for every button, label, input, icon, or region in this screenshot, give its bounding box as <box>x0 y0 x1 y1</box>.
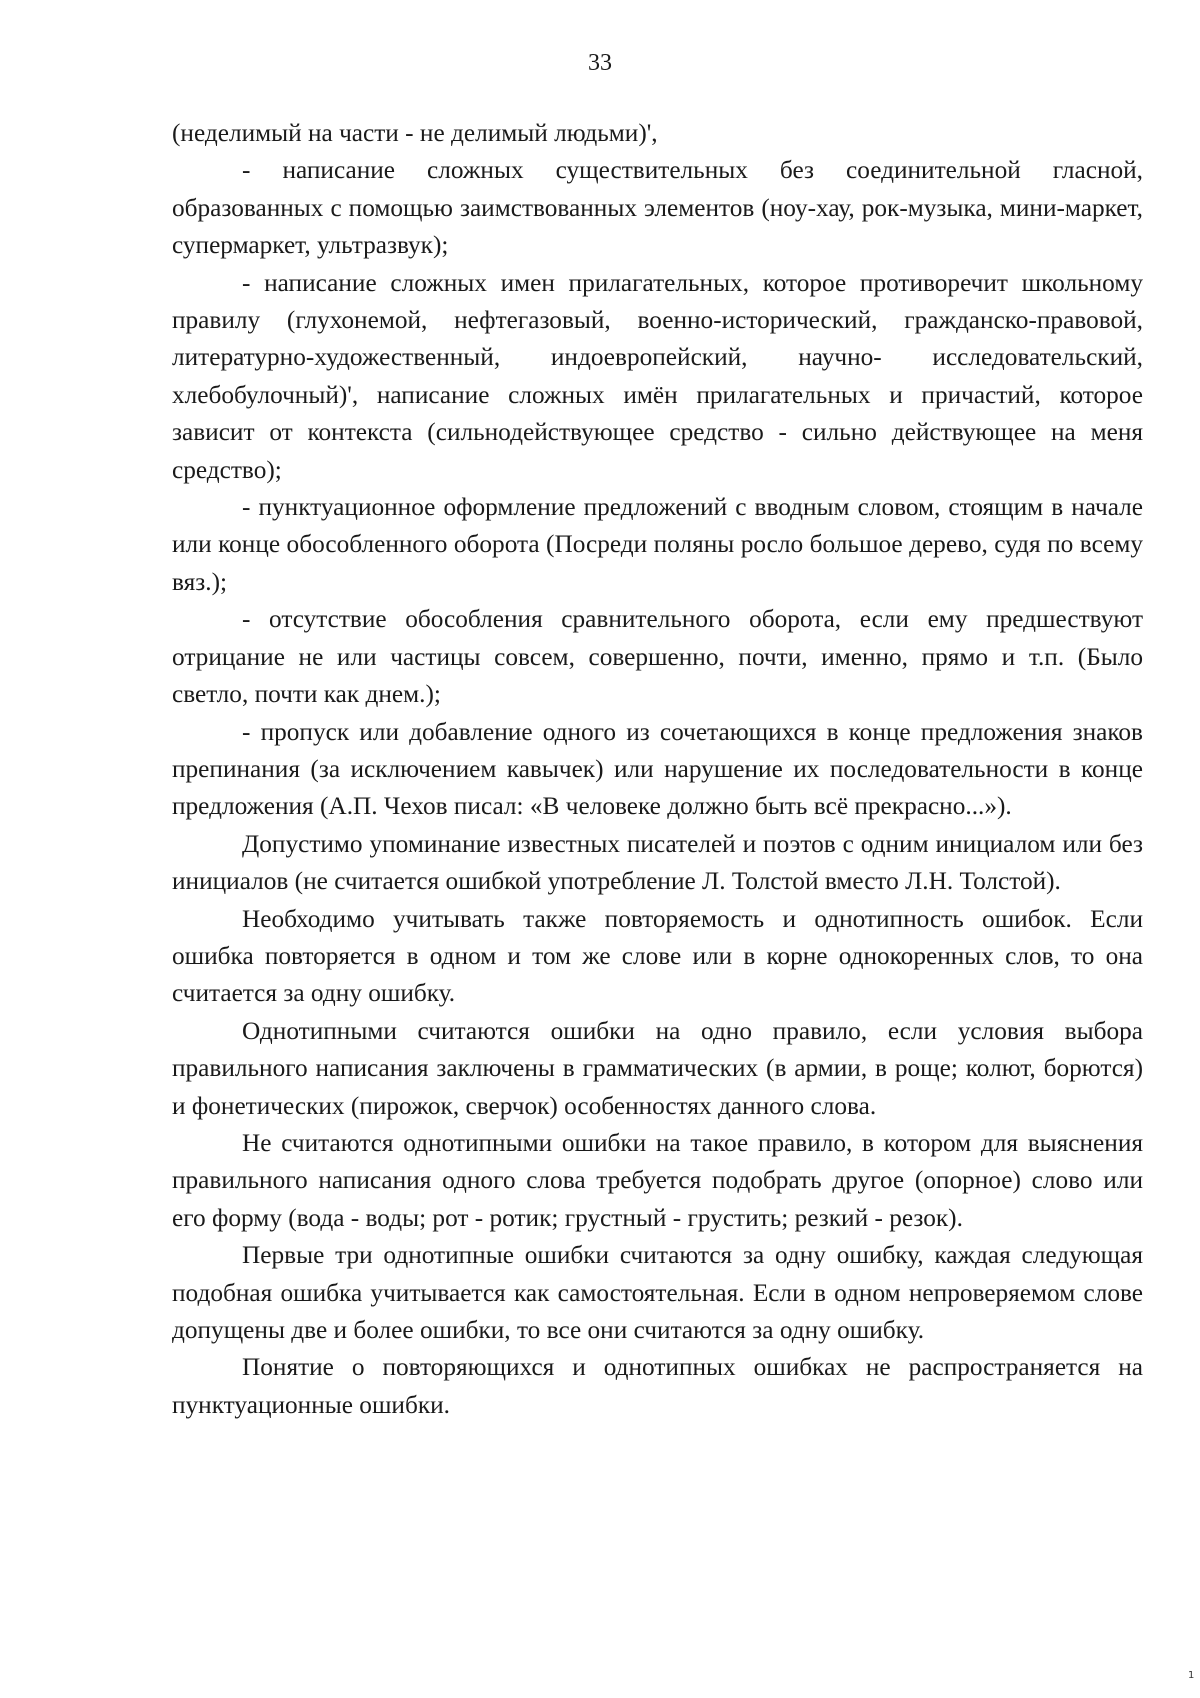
paragraph-not-same-type: Не считаются однотипными ошибки на такое правило, в котором для выяснения правильного написания одного слова требуется подобрать другое (опорное) слово или его форму (вода - воды; рот - ротик; грустный - грустить; резкий - резок). <box>172 1128 1143 1232</box>
page-number: 33 <box>588 50 612 76</box>
paragraph-continuation: (неделимый на части - не делимый людьми)', <box>172 119 658 147</box>
list-item-comparative-clause: - отсутствие обособления сравнительного оборота, если ему предшествуют отрицание не или частицы совсем, совершенно, почти, именно, прямо и т.п. (Было светло, почти как днем.); <box>172 605 1143 709</box>
list-item-introductory-word: - пунктуационное оформление предложений с вводным словом, стоящим в начале или конце обособленного оборота (Посреди поляны росло большое дерево, судя по всему вяз.); <box>172 493 1143 596</box>
paragraph-punctuation-exception: Понятие о повторяющихся и однотипных ошибках не распространяется на пунктуационные ошибки. <box>172 1353 1143 1419</box>
edge-mark: 1 <box>1188 1670 1195 1681</box>
list-item-compound-nouns: - написание сложных существительных без соединительной гласной, образованных с помощью заимствованных элементов (ноу-хау, рок-музыка, мини-маркет, супермаркет, ультразвук); <box>172 156 1143 260</box>
paragraph-first-three-errors: Первые три однотипные ошибки считаются за одну ошибку, каждая следующая подобная ошибка учитывается как самостоятельная. Если в одном непроверяемом слове допущены две и более ошибки, то все они считаются за одну ошибку. <box>172 1241 1143 1344</box>
paragraph-initials: Допустимо упоминание известных писателей и поэтов с одним инициалом или без инициалов (не считается ошибкой употребление Л. Толстой вместо Л.Н. Толстой). <box>172 829 1143 896</box>
document-body <box>172 115 1143 1424</box>
paragraph-repeated-errors: Необходимо учитывать также повторяемость и однотипность ошибок. Если ошибка повторяется в одном и том же слове или в корне однокоренных слов, то она считается за одну ошибку. <box>172 904 1143 1008</box>
paragraph-same-type-errors: Однотипными считаются ошибки на одно правило, если условия выбора правильного написания заключены в грамматических (в армии, в роще; колют, борются) и фонетических (пирожок, сверчок) особенностях данного слова. <box>172 1016 1143 1120</box>
list-item-compound-adjectives: - написание сложных имен прилагательных, которое противоречит школьному правилу (глухонемой, нефтегазовый, военно-исторический, гражданско-правовой, литературно-художественный, индоевропейский, научно- исследовательский, хлебобулочный)', написание сложных имён прилагательных и причастий, которое зависит от контекста (сильнодействующее средство - сильно действующее на меня средство); <box>172 268 1143 484</box>
list-item-punctuation-sequence: - пропуск или добавление одного из сочетающихся в конце предложения знаков препинания (за исключением кавычек) или нарушение их последовательности в конце предложения (А.П. Чехов писал: «В человеке должно быть всё прекрасно...»). <box>172 717 1143 821</box>
